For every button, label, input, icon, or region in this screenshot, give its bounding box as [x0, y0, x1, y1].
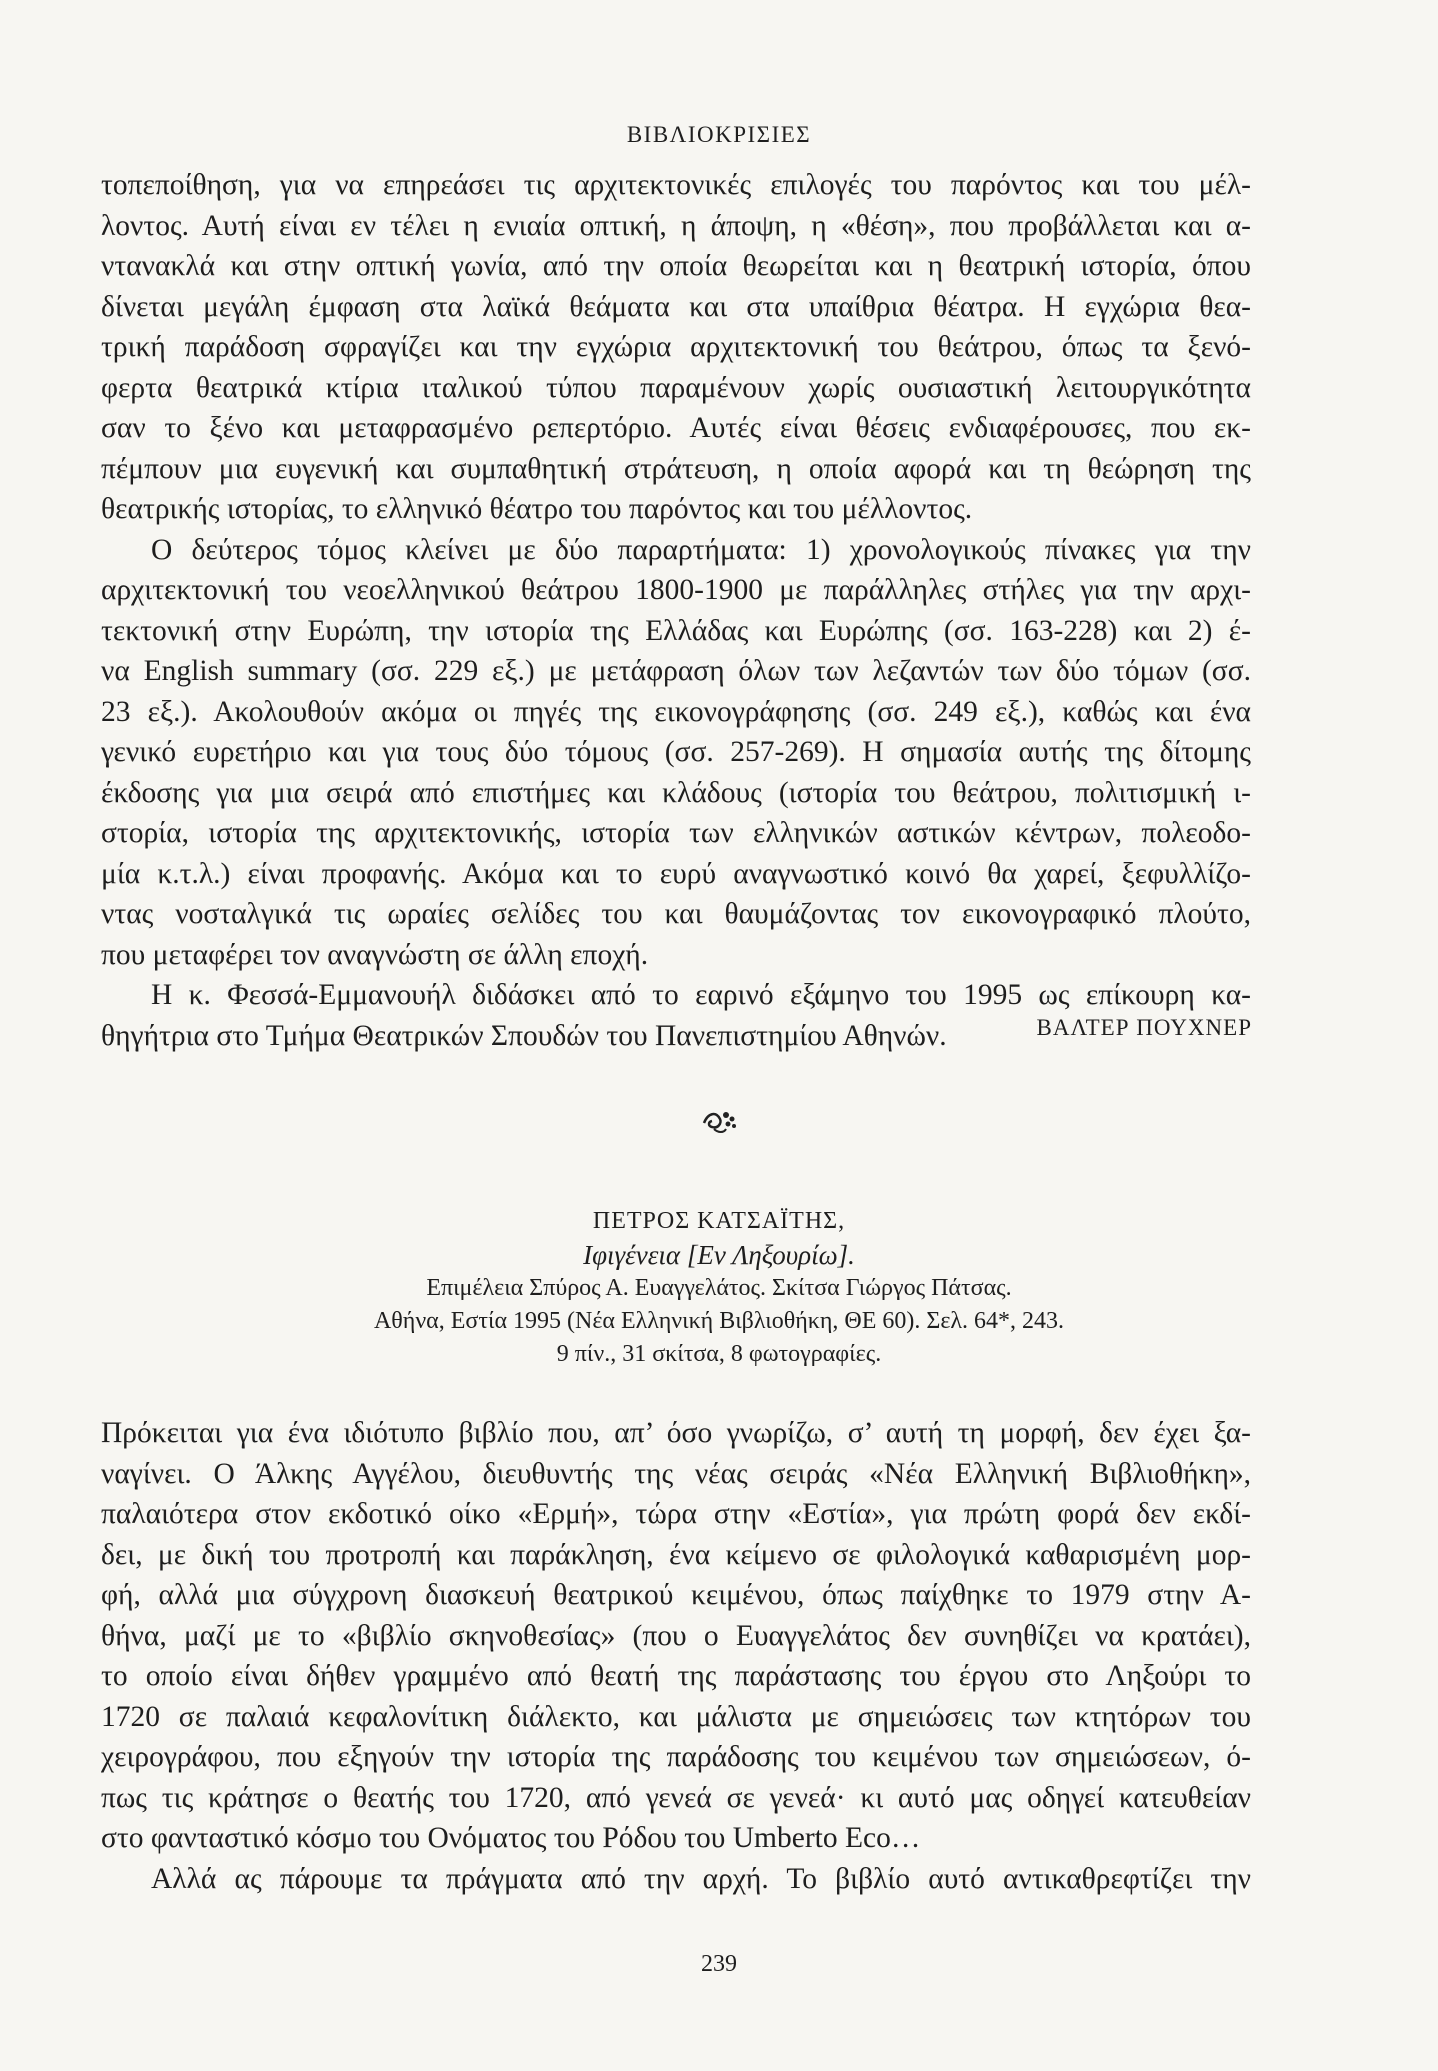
- text-line: γενικό ευρετήριο και για τους δύο τόμους (σσ. 257-269). Η σημασία αυτής της δίτομης: [101, 736, 1251, 768]
- text-line: τεκτονική στην Ευρώπη, την ιστορία της Ελλάδας και Ευρώπης (σσ. 163-228) και 2) έ-: [101, 614, 1251, 647]
- text-line: αρχιτεκτονική του νεοελληνικού θεάτρου 1800-1900 με παράλληλες στήλες για την αρχι-: [101, 574, 1251, 606]
- text-line: φή, αλλά μια σύγχρονη διασκευή θεατρικού κειμένου, όπως παίχθηκε το 1979 στην Α-: [101, 1579, 1251, 1611]
- text-line: έκδοσης για μια σειρά από επιστήμες και κλάδους (ιστορία του θεάτρου, πολιτισμική ι-: [101, 776, 1251, 809]
- review-continuation: [101, 165, 1251, 1056]
- text-line: 1720 σε παλαιά κεφαλονίτικη διάλεκτο, και μάλιστα με σημειώσεις των κτητόρων του: [101, 1700, 1251, 1733]
- reviewer-signature: ΒΑΛΤΕΡ ΠΟΥΧΝΕΡ: [1036, 1015, 1252, 1040]
- book-meta-line: 9 πίν., 31 σκίτσα, 8 φωτογραφίες.: [556, 1341, 882, 1367]
- text-line: φερτα θεατρικά κτίρια ιταλικού τύπου παραμένουν χωρίς ουσιαστική λειτουργικότητα: [101, 371, 1251, 404]
- text-line: ντανακλά και στην οπτική γωνία, από την οποία θεωρείται και η θεατρική ιστορία, όπου: [101, 250, 1251, 282]
- ornament-icon: [700, 1105, 740, 1135]
- text-line: δει, με δική του προτροπή και παράκληση, ένα κείμενο σε φιλολογικά καθαρισμένη μορ-: [101, 1538, 1251, 1571]
- text-line: να English summary (σσ. 229 εξ.) με μετάφραση όλων των λεζαντών των δύο τόμων (σσ.: [101, 655, 1251, 687]
- book-author: ΠΕΤΡΟΣ ΚΑΤΣΑΪΤΗΣ,: [592, 1208, 846, 1234]
- text-line: πως τις κράτησε ο θεατής του 1720, από γενεά σε γενεά· κι αυτό μας οδηγεί κατευθείαν: [101, 1781, 1251, 1814]
- text-line: παλαιότερα στον εκδοτικό οίκο «Ερμή», τώρα στην «Εστία», για πρώτη φορά δεν εκδί-: [101, 1498, 1251, 1530]
- text-line: δίνεται μεγάλη έμφαση στα λαϊκά θεάματα και στα υπαίθρια θέατρα. Η εγχώρια θεα-: [101, 290, 1251, 323]
- book-meta-line: Αθήνα, Εστία 1995 (Νέα Ελληνική Βιβλιοθήκη, ΘΕ 60). Σελ. 64*, 243.: [373, 1308, 1065, 1334]
- text-line: Αλλά ας πάρουμε τα πράγματα από την αρχή. Το βιβλίο αυτό αντικαθρεφτίζει την: [151, 1862, 1251, 1895]
- text-line: 23 εξ.). Ακολουθούν ακόμα οι πηγές της εικονογράφησης (σσ. 249 εξ.), καθώς και ένα: [101, 695, 1251, 728]
- text-line: λοντος. Αυτή είναι εν τέλει η ενιαία οπτική, η άποψη, η «θέση», που προβάλλεται και α-: [101, 209, 1251, 242]
- text-line: το οποίο είναι δήθεν γραμμένο από θεατή της παράστασης του έργου στο Ληξούρι το: [101, 1660, 1251, 1692]
- running-header: ΒΙΒΛΙΟΚΡΙΣΙΕΣ: [626, 122, 812, 147]
- review-body: [101, 1413, 1251, 1899]
- text-line: θήνα, μαζί με το «βιβλίο σκηνοθεσίας» (που ο Ευαγγελάτος δεν συνηθίζει να κρατάει),: [101, 1619, 1251, 1652]
- text-line: στο φανταστικό κόσμο του Ονόματος του Ρόδου του Umberto Eco…: [101, 1822, 921, 1854]
- text-line: πέμπουν μια ευγενική και συμπαθητική στράτευση, η οποία αφορά και τη θεώρηση της: [101, 452, 1251, 485]
- text-line: ναγίνει. Ο Άλκης Αγγέλου, διευθυντής της νέας σειράς «Νέα Ελληνική Βιβλιοθήκη»,: [101, 1457, 1251, 1490]
- book-meta-line: Επιμέλεια Σπύρος Α. Ευαγγελάτος. Σκίτσα Γιώργος Πάτσας.: [426, 1275, 1012, 1301]
- text-line: Η κ. Φεσσά-Εμμανουήλ διδάσκει από το εαρινό εξάμηνο του 1995 ως επίκουρη κα-: [151, 979, 1251, 1011]
- text-line: που μεταφέρει τον αναγνώστη σε άλλη εποχή.: [101, 938, 649, 971]
- text-line: Ο δεύτερος τόμος κλείνει με δύο παραρτήματα: 1) χρονολογικούς πίνακες για την: [151, 533, 1251, 566]
- text-line: στορία, ιστορία της αρχιτεκτονικής, ιστορία των ελληνικών αστικών κέντρων, πολεοδο-: [101, 817, 1251, 849]
- text-line: θηγήτρια στο Τμήμα Θεατρικών Σπουδών του Πανεπιστημίου Αθηνών.: [101, 1019, 947, 1052]
- text-line: ντας νοσταλγικά τις ωραίες σελίδες του και θαυμάζοντας τον εικονογραφικό πλούτο,: [101, 898, 1251, 930]
- page-number: 239: [701, 1951, 737, 1977]
- text-line: τρική παράδοση σφραγίζει και την εγχώρια αρχιτεκτονική του θεάτρου, όπως τα ξενό-: [101, 331, 1251, 363]
- text-line: Πρόκειται για ένα ιδιότυπο βιβλίο που, απ’ όσο γνωρίζω, σ’ αυτή τη μορφή, δεν έχει ξα-: [101, 1417, 1251, 1449]
- book-title: Ιφιγένεια [Εν Ληξουρίω].: [583, 1240, 855, 1270]
- text-line: θεατρικής ιστορίας, το ελληνικό θέατρο του παρόντος και του μέλλοντος.: [101, 493, 973, 525]
- book-citation: [0, 1204, 1438, 1371]
- text-line: μία κ.τ.λ.) είναι προφανής. Ακόμα και το ευρύ αναγνωστικό κοινό θα χαρεί, ξεφυλλίζο-: [101, 857, 1251, 890]
- text-line: χειρογράφου, που εξηγούν την ιστορία της παράδοσης του κειμένου των σημειώσεων, ό-: [101, 1741, 1251, 1773]
- text-line: τοπεποίθηση, για να επηρεάσει τις αρχιτεκτονικές επιλογές του παρόντος και του μέλ-: [101, 169, 1251, 201]
- text-line: σαν το ξένο και μεταφρασμένο ρεπερτόριο. Αυτές είναι θέσεις ενδιαφέρουσες, που εκ-: [101, 412, 1251, 444]
